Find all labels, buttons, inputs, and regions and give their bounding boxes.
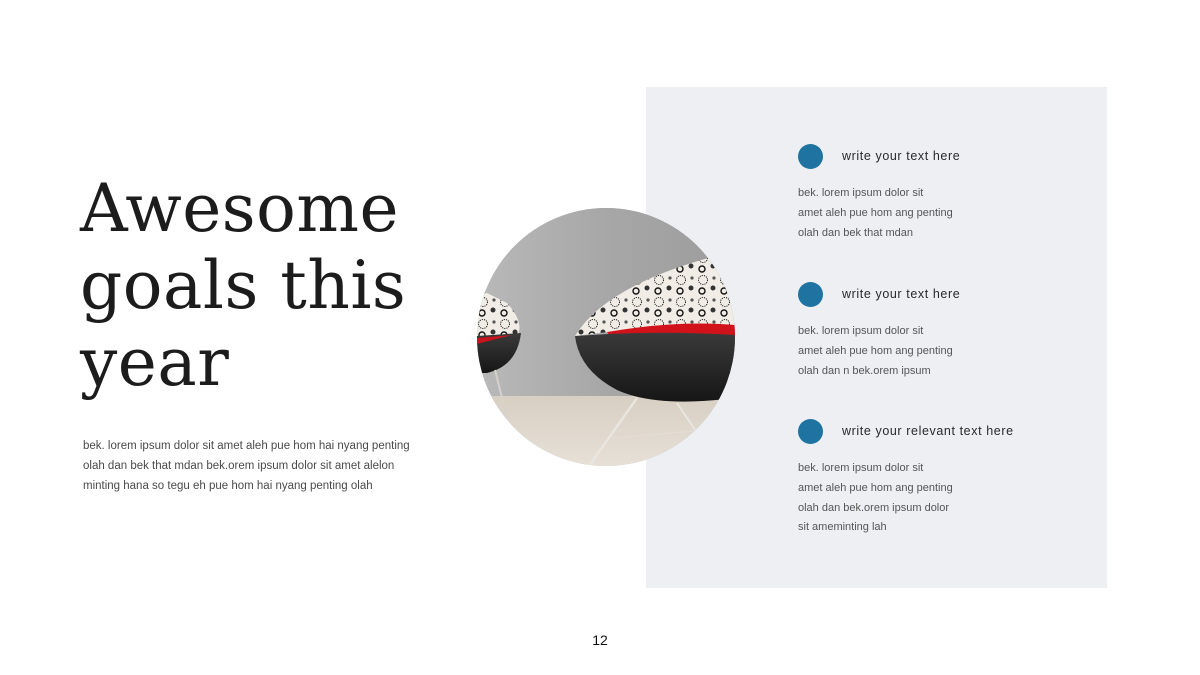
description-line: amet aleh pue hom ang penting: [798, 344, 953, 357]
description-line: sit ameminting lah: [798, 521, 887, 534]
description-line: bek. lorem ipsum dolor sit: [798, 325, 924, 337]
description-line: bek. lorem ipsum dolor sit: [798, 187, 924, 199]
description-line: olah dan bek that mdan: [798, 226, 913, 239]
goal-item-header: [798, 281, 1078, 307]
goal-item-title: write your relevant text here: [842, 424, 1014, 438]
chair-image-icon: [477, 208, 735, 466]
description-line: amet aleh pue hom ang penting: [798, 206, 953, 219]
page-number: 12: [592, 632, 608, 648]
goal-item-description: [798, 184, 1078, 243]
description-line: olah dan bek.orem ipsum dolor: [798, 501, 950, 514]
description-line: bek. lorem ipsum dolor sit: [798, 462, 924, 474]
goal-item-title: write your text here: [842, 287, 961, 301]
goal-item-description: [798, 459, 1078, 538]
chair-photo: [477, 208, 735, 466]
goal-item-title: write your text here: [842, 149, 961, 163]
title-line: Awesome: [80, 170, 399, 247]
goal-item-3: [798, 418, 1078, 538]
goal-item-header: [798, 418, 1078, 444]
goal-item-header: [798, 143, 1078, 169]
intro-line: olah dan bek that mdan bek.orem ipsum dolor sit amet alelon: [83, 459, 395, 472]
title-line: year: [80, 324, 230, 401]
description-line: olah dan n bek.orem ipsum: [798, 364, 931, 377]
circle-bullet-icon: [798, 282, 823, 307]
circle-bullet-icon: [798, 144, 823, 169]
circle-bullet-icon: [798, 419, 823, 444]
intro-line: bek. lorem ipsum dolor sit amet aleh pue hom hai nyang penting: [83, 440, 410, 452]
intro-paragraph: [83, 437, 443, 496]
goal-item-2: [798, 281, 1078, 381]
goal-item-description: [798, 322, 1078, 381]
description-line: amet aleh pue hom ang penting: [798, 481, 953, 494]
goal-item-1: [798, 143, 1078, 243]
intro-line: minting hana so tegu eh pue hom hai nyang penting olah: [83, 479, 373, 492]
title-line: goals this: [80, 247, 407, 324]
slide-title: [80, 170, 460, 401]
